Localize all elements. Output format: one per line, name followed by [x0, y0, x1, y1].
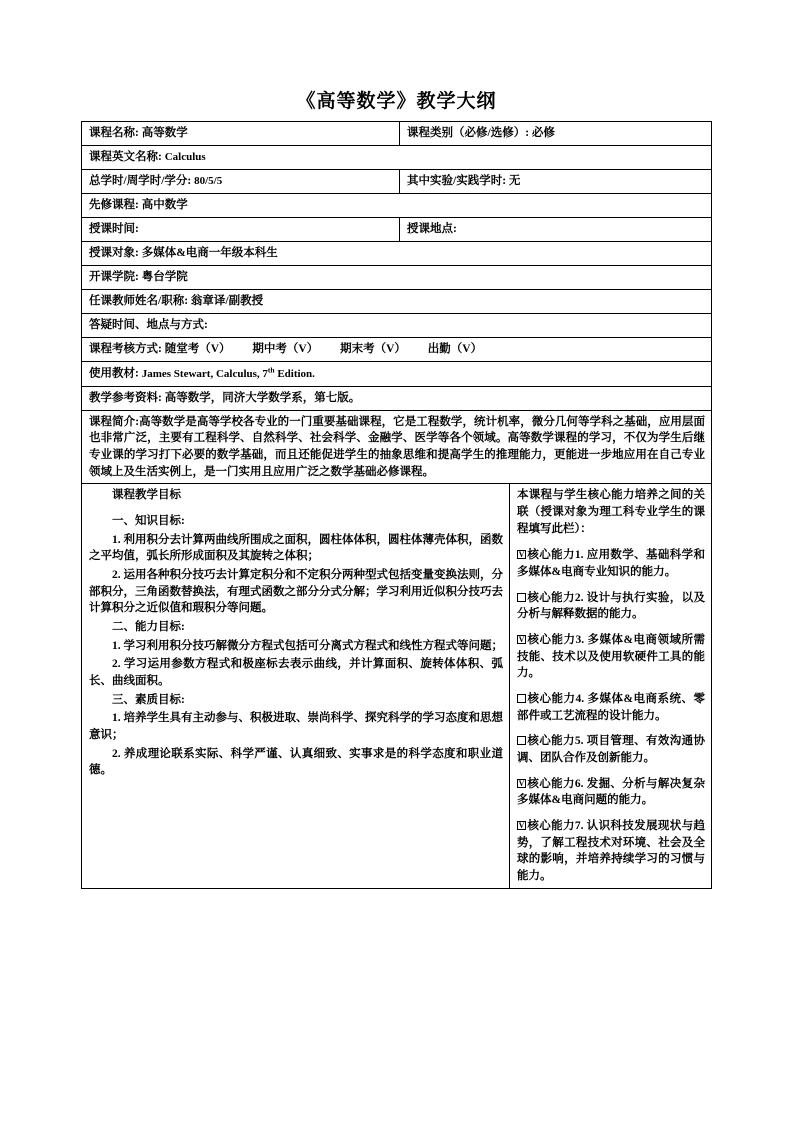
- course-category-value: 必修: [531, 127, 555, 139]
- lab-hours-value: 无: [508, 175, 521, 187]
- competency-text: 核心能力5. 项目管理、有效沟通协调、团队合作及创新能力。: [517, 735, 705, 765]
- lab-hours-cell: [400, 170, 712, 194]
- table-row: [82, 314, 712, 338]
- goals-item-text: 培养学生具有主动参与、积极进取、崇尚科学、探究科学的学习态度和思想意识；: [89, 712, 503, 742]
- goals-item-number: 2.: [112, 747, 121, 760]
- college-value: 粤台学院: [141, 271, 188, 283]
- prerequisite-cell: [82, 194, 712, 218]
- competency-item-5: [517, 733, 705, 766]
- competency-item-4: [517, 691, 705, 724]
- goals-item-number: 1.: [112, 712, 121, 725]
- competency-text: 核心能力2. 设计与执行实验，以及分析与解释数据的能力。: [517, 591, 705, 621]
- course-english-name-value: Calculus: [164, 151, 206, 163]
- goals-item: [89, 710, 503, 743]
- total-hours-value: 80/5/5: [194, 175, 223, 187]
- total-hours-cell: [82, 170, 400, 194]
- table-row: [82, 484, 712, 888]
- college-cell: [82, 266, 712, 290]
- checkbox-unchecked-icon[interactable]: [517, 694, 526, 703]
- page-title: 《高等数学》教学大纲: [296, 91, 497, 112]
- table-row: [82, 170, 712, 194]
- textbook-value: [141, 365, 315, 380]
- goals-item-text: 养成理论联系实际、科学严谨、认真细致、实事求是的科学态度和职业道德。: [89, 747, 503, 777]
- goals-item-text: 运用各种积分技巧去计算定积分和不定积分两种型式包括变量变换法则，分部积分，三角函数替换法，有理式函数之部分分式分解；学习利用近似积分技巧去计算积分之近似值和瑕积分等问题。: [89, 568, 503, 615]
- teaching-goals-heading: 课程教学目标: [112, 489, 181, 502]
- reference-value: 高等数学，同济大学数学系，第七版。: [164, 391, 361, 404]
- table-row: [82, 266, 712, 290]
- course-category-label: 课程类别（必修/选修）:: [407, 127, 530, 139]
- table-row: [82, 146, 712, 170]
- assessment-item-midterm: 期中考（V）: [252, 343, 319, 355]
- textbook-value-pre: James Stewart, Calculus, 7: [141, 367, 268, 380]
- competency-text: 核心能力7. 认识科技发展现状与趋势，了解工程技术对环境、社会及全球的影响，并培养持续学习的习惯与能力。: [517, 820, 705, 883]
- course-english-name-label: 课程英文名称:: [89, 151, 162, 163]
- table-row: [82, 122, 712, 146]
- class-location-label: 授课地点:: [407, 223, 457, 235]
- table-row: [82, 362, 712, 387]
- reference-label: 教学参考资料:: [89, 391, 162, 404]
- lab-hours-label: 其中实验/实践学时:: [407, 175, 507, 187]
- checkbox-unchecked-icon[interactable]: [517, 593, 526, 602]
- reference-cell: [82, 386, 712, 410]
- course-intro-value: 高等数学是高等学校各专业的一门重要基础课程，它是工程数学，统计机率，微分几何等学科之基础，应用层面也非常广泛，主要有工程科学、自然科学、社会科学、金融学、医学等各个领域。高等数学课程的学习，不仅为学生后继专业课的学习打下必要的数学基础，而且还能促进学生的抽象思维和提高学生的推理能力，更能进一步地应用在自己专业领域上及生活实例上，是一门实用且应用广泛之数学基础必修课程。: [89, 415, 705, 478]
- competency-item-3: [517, 632, 705, 682]
- course-intro-label: 课程简介:: [89, 415, 140, 428]
- checkbox-checked-icon[interactable]: [517, 779, 526, 788]
- instructor-label: 任课教师姓名/职称:: [89, 295, 189, 307]
- goals-item: [89, 532, 503, 565]
- goals-item-number: 2.: [112, 658, 121, 671]
- table-row: [82, 386, 712, 410]
- checkbox-checked-icon[interactable]: [517, 635, 526, 644]
- goals-item-text: 学习利用积分技巧解微分方程式包括可分离式方程式和线性方程式等问题；: [123, 639, 503, 652]
- competency-item-2: [517, 590, 705, 623]
- table-row: [82, 338, 712, 362]
- competency-text: 核心能力1. 应用数学、基础科学和多媒体&电商专业知识的能力。: [517, 549, 705, 578]
- course-english-name-cell: [82, 146, 712, 170]
- teaching-goals-cell: [82, 484, 510, 888]
- course-name-value: 高等数学: [141, 127, 188, 139]
- class-time-label: 授课时间:: [89, 223, 139, 235]
- textbook-cell: [82, 362, 712, 387]
- assessment-label: 课程考核方式:: [89, 343, 162, 355]
- goals-item: [89, 746, 503, 779]
- assessment-item-quiz: 随堂考（V）: [164, 343, 231, 355]
- syllabus-table: [81, 121, 712, 889]
- goals-item-number: 1.: [112, 639, 121, 652]
- instructor-value: 翁章译/副教授: [190, 295, 264, 307]
- assessment-item-final: 期末考（V）: [340, 343, 406, 355]
- competency-text: 核心能力3. 多媒体&电商领域所需技能、技术以及使用软硬件工具的能力。: [517, 633, 705, 680]
- goals-section-title-quality: 三、素质目标:: [112, 693, 185, 706]
- core-competencies-heading: 本课程与学生核心能力培养之间的关联（授课对象为理工科专业学生的课程填写此栏）：: [517, 489, 705, 535]
- audience-cell: [82, 242, 712, 266]
- table-row: [82, 242, 712, 266]
- prerequisite-value: 高中数学: [141, 199, 188, 211]
- college-label: 开课学院:: [89, 271, 139, 283]
- instructor-cell: [82, 290, 712, 314]
- checkbox-unchecked-icon[interactable]: [517, 736, 526, 745]
- checkbox-checked-icon[interactable]: [517, 821, 526, 830]
- goals-section-title-ability: 二、能力目标:: [112, 620, 185, 633]
- textbook-edition-ordinal: th: [267, 365, 275, 374]
- audience-value: 多媒体&电商一年级本科生: [141, 247, 278, 259]
- textbook-value-post: Edition.: [274, 367, 315, 380]
- assessment-cell: [82, 338, 712, 362]
- office-hours-cell: [82, 314, 712, 338]
- syllabus-table-body: [82, 122, 712, 889]
- course-name-label: 课程名称:: [89, 127, 139, 139]
- course-category-cell: [400, 122, 712, 146]
- table-row: [82, 194, 712, 218]
- audience-label: 授课对象:: [89, 247, 139, 259]
- prerequisite-label: 先修课程:: [89, 199, 139, 211]
- table-row: [82, 410, 712, 484]
- competency-item-6: [517, 776, 705, 809]
- goals-item-text: 利用积分去计算两曲线所围成之面积，圆柱体体积，圆柱体薄壳体积，函数之平均值，弧长所形成面积及其旋转之体积；: [89, 533, 503, 563]
- competency-text: 核心能力4. 多媒体&电商系统、零部件或工艺流程的设计能力。: [517, 693, 705, 722]
- core-competencies-cell: [510, 484, 712, 888]
- class-location-cell: [400, 218, 712, 242]
- total-hours-label: 总学时/周学时/学分:: [89, 175, 192, 187]
- competency-item-1: [517, 547, 705, 580]
- table-row: [82, 290, 712, 314]
- goals-item-text: 学习运用参数方程式和极座标去表示曲线，并计算面积、旋转体体积、弧长、曲线面积。: [89, 658, 503, 687]
- course-intro-cell: [82, 410, 712, 484]
- goals-item-number: 2.: [112, 568, 121, 581]
- goals-item: [89, 567, 503, 617]
- goals-section-title-knowledge: 一、知识目标:: [112, 514, 185, 527]
- course-name-cell: [82, 122, 400, 146]
- checkbox-checked-icon[interactable]: [517, 550, 526, 559]
- goals-item-number: 1.: [112, 533, 121, 546]
- goals-item: [89, 638, 503, 655]
- competency-text: 核心能力6. 发掘、分析与解决复杂多媒体&电商问题的能力。: [517, 777, 705, 807]
- goals-item: [89, 656, 503, 689]
- competency-item-7: [517, 818, 705, 885]
- assessment-item-attendance: 出勤（V）: [427, 343, 483, 355]
- table-row: [82, 218, 712, 242]
- office-hours-label: 答疑时间、地点与方式:: [89, 319, 208, 331]
- class-time-cell: [82, 218, 400, 242]
- textbook-label: 使用教材:: [89, 367, 139, 380]
